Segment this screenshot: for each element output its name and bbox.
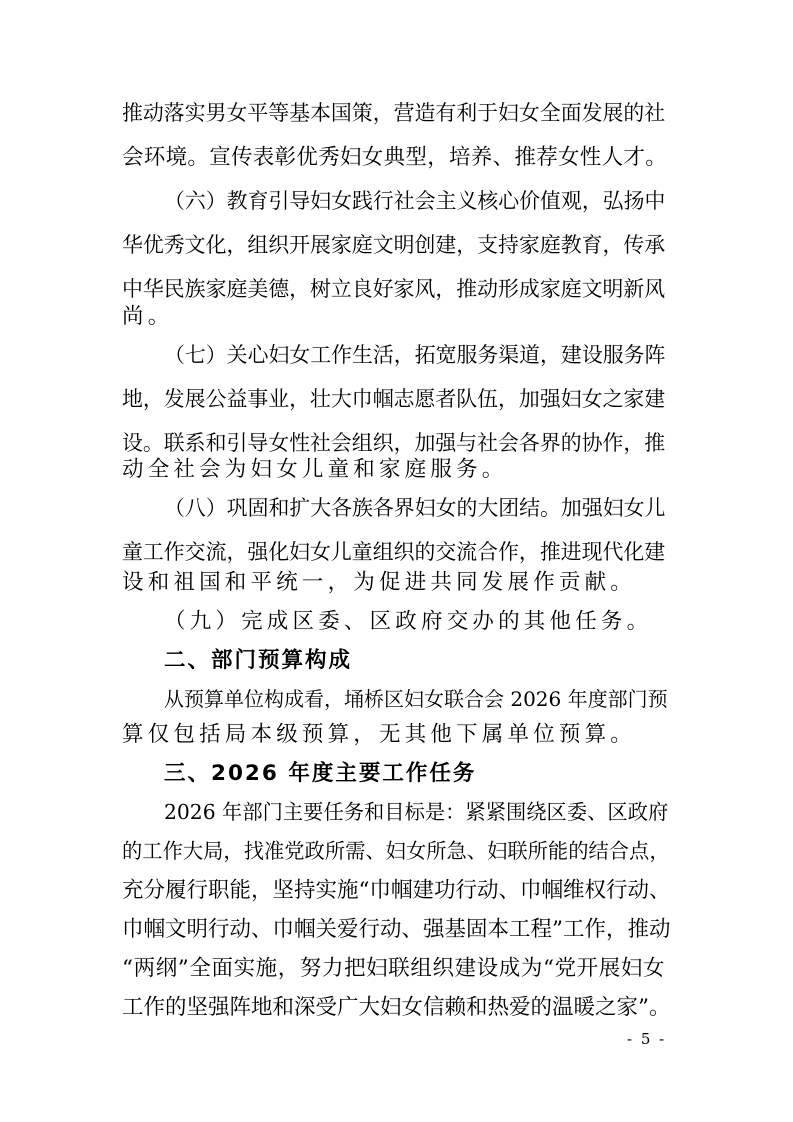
body-line-1: 推动落实男女平等基本国策，营造有利于妇女全面发展的社 xyxy=(122,101,666,125)
paragraph-6-line-3: 中华民族家庭美德，树立良好家风，推动形成家庭文明新风 xyxy=(122,277,666,301)
tasks-line-1: 2026 年部门主要任务和目标是：紧紧围绕区委、区政府 xyxy=(164,800,669,824)
tasks-line-3: 充分履行职能，坚持实施“巾帼建功行动、巾帼维权行动、 xyxy=(122,878,671,903)
budget-line-1: 从预算单位构成看，埇桥区妇女联合会 2026 年度部门预 xyxy=(164,687,668,711)
paragraph-8-line-3: 设和祖国和平统一，为促进共同发展作贡献。 xyxy=(122,570,637,595)
paragraph-6-line-1: （六）教育引导妇女践行社会主义核心价值观，弘扬中 xyxy=(164,189,666,213)
body-line-2: 会环境。宣传表彰优秀妇女典型，培养、推荐女性人才。 xyxy=(122,145,668,170)
tasks-line-5: “两纲”全面实施，努力把妇联组织建设成为“党开展妇女 xyxy=(122,956,666,981)
tasks-line-2: 的工作大局，找准党政所需、妇女所急、妇联所能的结合点， xyxy=(122,839,670,863)
paragraph-9-line-1: （九）完成区委、区政府交办的其他任务。 xyxy=(164,609,653,634)
paragraph-6-line-4: 尚。 xyxy=(122,304,174,329)
paragraph-6-line-2: 华优秀文化，组织开展家庭文明创建，支持家庭教育，传承 xyxy=(122,233,666,257)
paragraph-7-line-4: 动全社会为妇女儿童和家庭服务。 xyxy=(122,457,508,482)
paragraph-8-line-2: 童工作交流，强化妇女儿童组织的交流合作，推进现代化建 xyxy=(122,540,666,564)
page-number: - 5 - xyxy=(627,1030,667,1048)
section-heading-2: 二、部门预算构成 xyxy=(164,648,353,673)
paragraph-7-line-2: 地，发展公益事业，壮大巾帼志愿者队伍，加强妇女之家建 xyxy=(122,387,666,411)
budget-line-2: 算仅包括局本级预算，无其他下属单位预算。 xyxy=(122,722,637,747)
tasks-line-4: 巾帼文明行动、巾帼关爱行动、强基固本工程”工作，推动 xyxy=(122,917,671,942)
paragraph-8-line-1: （八）巩固和扩大各族各界妇女的大团结。加强妇女儿 xyxy=(164,496,666,520)
paragraph-7-line-1: （七）关心妇女工作生活，拓宽服务渠道，建设服务阵 xyxy=(164,343,666,367)
section-heading-3: 三、2026 年度主要工作任务 xyxy=(164,761,477,786)
tasks-line-6: 工作的坚强阵地和深受广大妇女信赖和热爱的温暖之家”。 xyxy=(122,995,671,1020)
paragraph-7-line-3: 设。联系和引导女性社会组织，加强与社会各界的协作，推 xyxy=(122,431,666,455)
